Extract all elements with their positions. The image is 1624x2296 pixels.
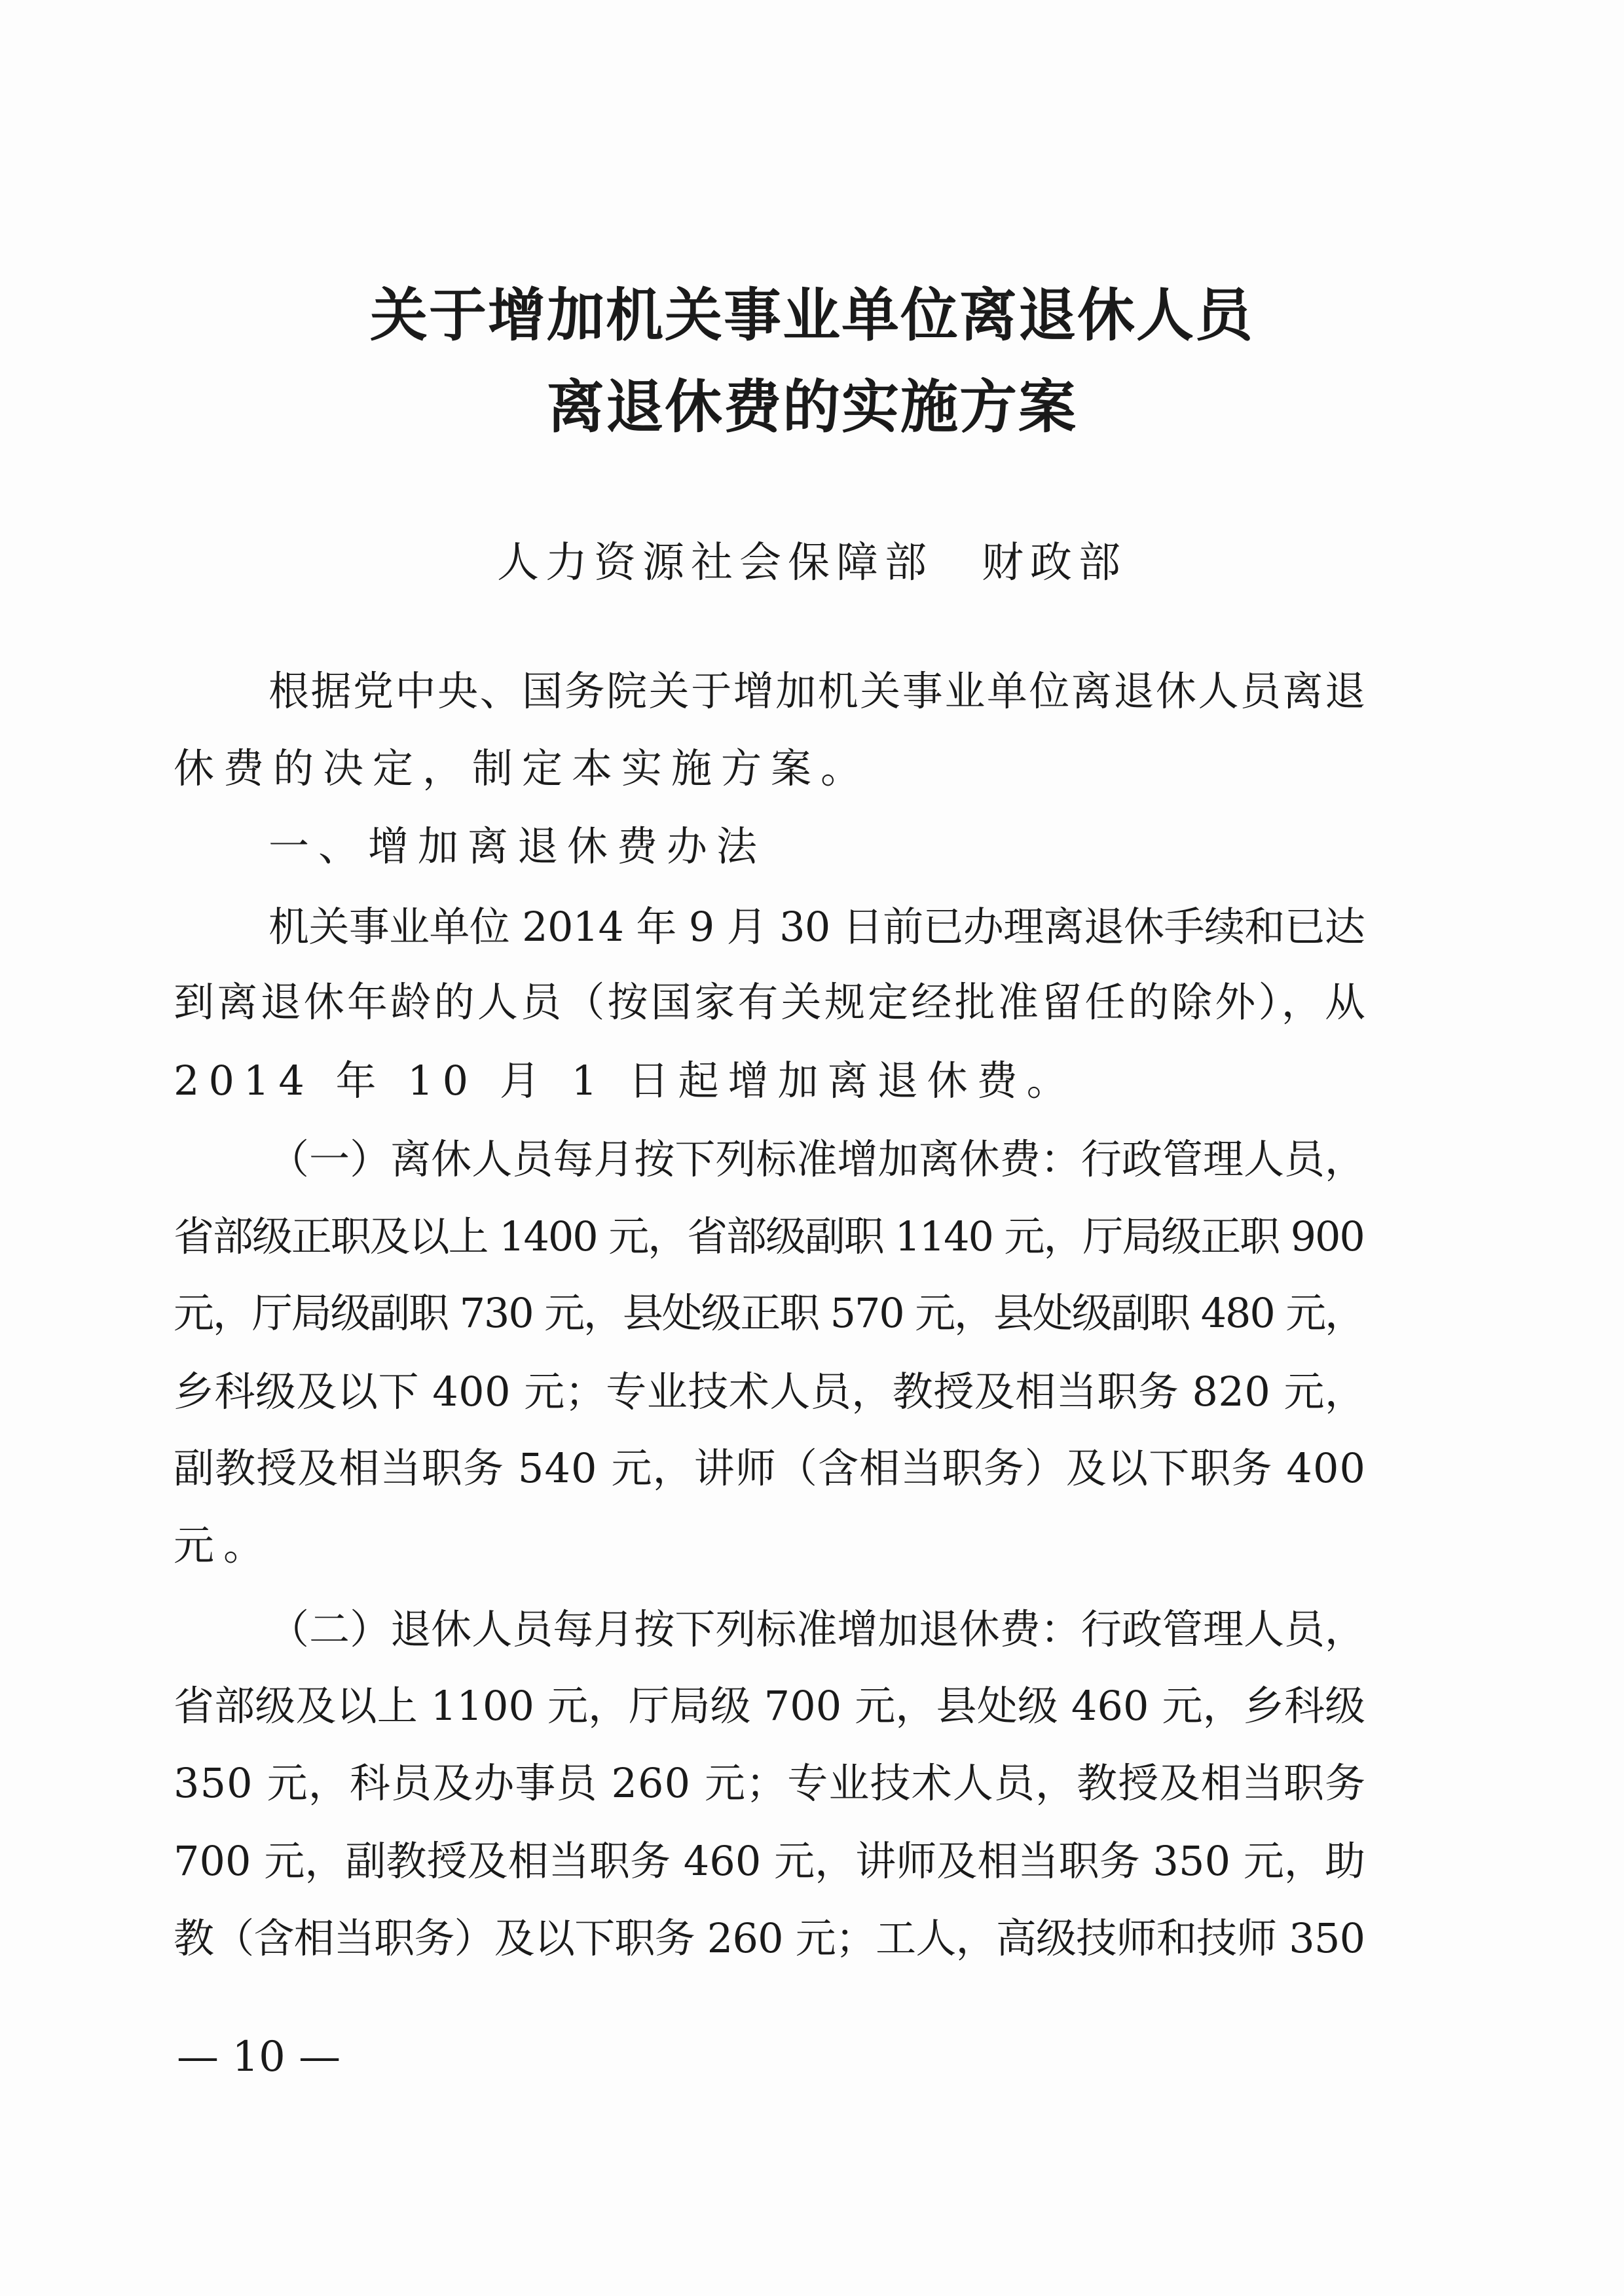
paragraph-line: 省部级及以上 1100 元，厅局级 700 元，县处级 460 元，乡科级 — [174, 1682, 1366, 1730]
page-number: — 10 — — [177, 2033, 341, 2081]
paragraph-line: 乡科级及以下 400 元；专业技术人员，教授及相当职务 820 元， — [174, 1368, 1366, 1415]
paragraph-line: 2014 年 10 月 1 日起增加离退休费。 — [174, 1057, 1077, 1104]
document-title-line-1: 关于增加机关事业单位离退休人员 — [369, 282, 1254, 349]
paragraph-line: （二）退休人员每月按下列标准增加退休费：行政管理人员， — [268, 1605, 1366, 1653]
paragraph-line: 700 元，副教授及相当职务 460 元，讲师及相当职务 350 元，助 — [174, 1837, 1366, 1885]
paragraph-line: 教（含相当职务）及以下职务 260 元；工人，高级技师和技师 350 — [174, 1914, 1365, 1962]
paragraph-line: 元，厅局级副职 730 元，县处级正职 570 元，县处级副职 480 元， — [174, 1289, 1364, 1337]
paragraph-line: 机关事业单位 2014 年 9 月 30 日前已办理离退休手续和已达 — [268, 903, 1365, 951]
document-title-line-2: 离退休费的实施方案 — [546, 373, 1077, 441]
paragraph-line: 350 元，科员及办事员 260 元；专业技术人员，教授及相当职务 — [174, 1759, 1367, 1807]
paragraph-line: （一）离休人员每月按下列标准增加离休费：行政管理人员， — [268, 1135, 1366, 1183]
paragraph-intro-line-2: 休费的决定，制定本实施方案。 — [174, 744, 871, 792]
paragraph-intro-line-1: 根据党中央、国务院关于增加机关事业单位离退休人员离退 — [268, 667, 1367, 715]
paragraph-line: 副教授及相当职务 540 元，讲师（含相当职务）及以下职务 400 — [174, 1444, 1367, 1492]
issuing-authorities: 人力资源社会保障部 财政部 — [497, 539, 1127, 587]
section-heading-1: 一、增加离退休费办法 — [268, 822, 767, 870]
paragraph-line: 省部级正职及以上 1400 元，省部级副职 1140 元，厅局级正职 900 — [174, 1212, 1364, 1260]
paragraph-line: 到离退休年龄的人员（按国家有关规定经批准留任的除外），从 — [174, 978, 1369, 1026]
paragraph-line: 元。 — [174, 1522, 274, 1569]
